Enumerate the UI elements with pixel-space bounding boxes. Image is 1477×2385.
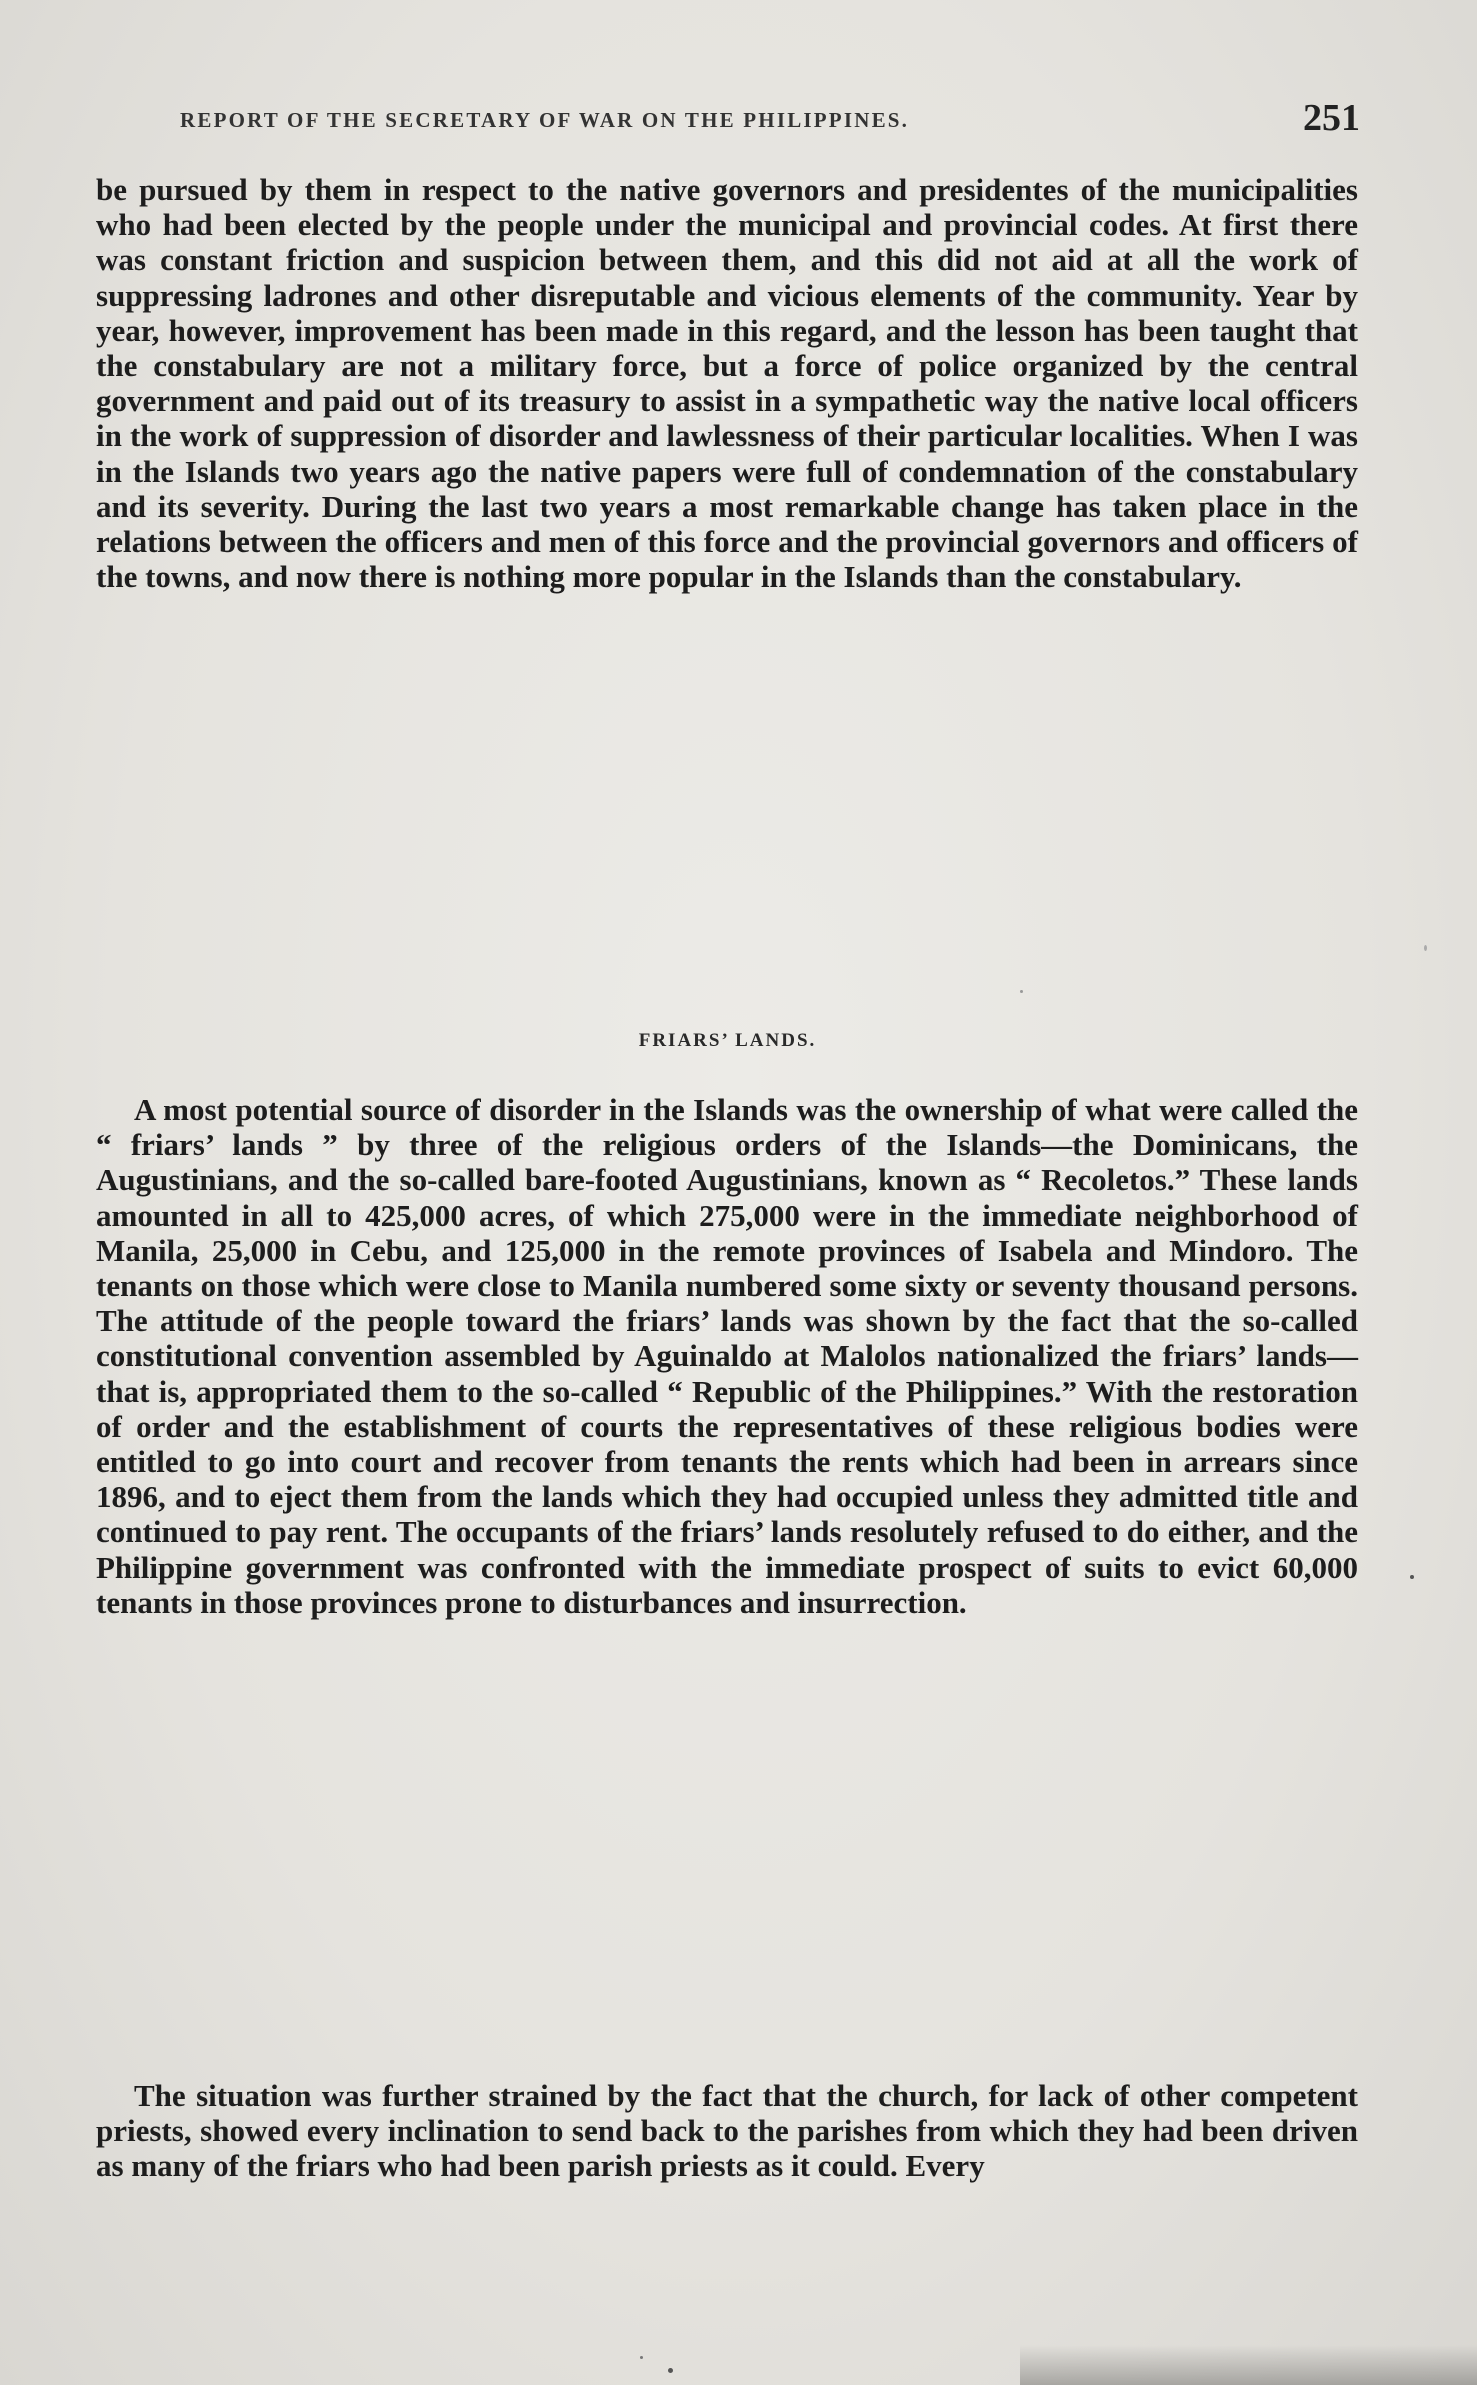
scan-shadow bbox=[1020, 2345, 1477, 2385]
scan-speck bbox=[1410, 1575, 1414, 1579]
running-head bbox=[180, 96, 1360, 146]
paragraph-situation: The situation was further strained by the fact that the church, for lack of other competent priests, showed every inclination to send back to the parishes from which they had been driven as many of the friars who had been parish priests as it could. Every bbox=[96, 2078, 1358, 2184]
scan-speck bbox=[1424, 945, 1427, 951]
scan-speck bbox=[668, 2368, 673, 2373]
paragraph-constabulary: be pursued by them in respect to the native governors and presidentes of the municipalities who had been elected by the people under the municipal and provincial codes. At first there was constant friction and suspicion between them, and this did not aid at all the work of suppressing ladrones and other disreputable and vicious elements of the community. Year by year, however, improvement has been made in this regard, and the lesson has been taught that the constabulary are not a military force, but a force of police organized by the central government and paid out of its treasury to assist in a sympathetic way the native local officers in the work of suppression of disorder and lawlessness of their particular localities. When I was in the Islands two years ago the native papers were full of condemnation of the constabulary and its severity. During the last two years a most remarkable change has taken place in the relations between the officers and men of this force and the provincial governors and officers of the towns, and now there is nothing more popular in the Islands than the constabulary. bbox=[96, 172, 1358, 595]
section-heading: FRIARS’ LANDS. bbox=[638, 1030, 817, 1051]
running-title: REPORT OF THE SECRETARY OF WAR ON THE PHILIPPINES. bbox=[180, 108, 910, 132]
scan-speck bbox=[1020, 990, 1023, 993]
paragraph-friars-lands: A most potential source of disorder in the Islands was the ownership of what were called the “ friars’ lands ” by three of the religious orders of the Islands—the Dominicans, the Augustinians, and the so-called bare-footed Augustinians, known as “ Recoletos.” These lands amounted in all to 425,000 acres, of which 275,000 were in the immediate neighborhood of Manila, 25,000 in Cebu, and 125,000 in the remote provinces of Isabela and Mindoro. The tenants on those which were close to Manila numbered some sixty or seventy thousand persons. The attitude of the people toward the friars’ lands was shown by the fact that the so-called constitutional convention assembled by Aguinaldo at Malolos nationalized the friars’ lands—that is, appropriated them to the so-called “ Republic of the Philippines.” With the restoration of order and the establishment of courts the representatives of these religious bodies were entitled to go into court and recover from tenants the rents which had been in arrears since 1896, and to eject them from the lands which they had occupied unless they admitted title and continued to pay rent. The occupants of the friars’ lands resolutely refused to do either, and the Philippine government was confronted with the immediate prospect of suits to evict 60,000 tenants in those provinces prone to disturbances and insurrection. bbox=[96, 1092, 1358, 1620]
page-number: 251 bbox=[1303, 97, 1360, 139]
scan-speck bbox=[640, 2356, 643, 2359]
